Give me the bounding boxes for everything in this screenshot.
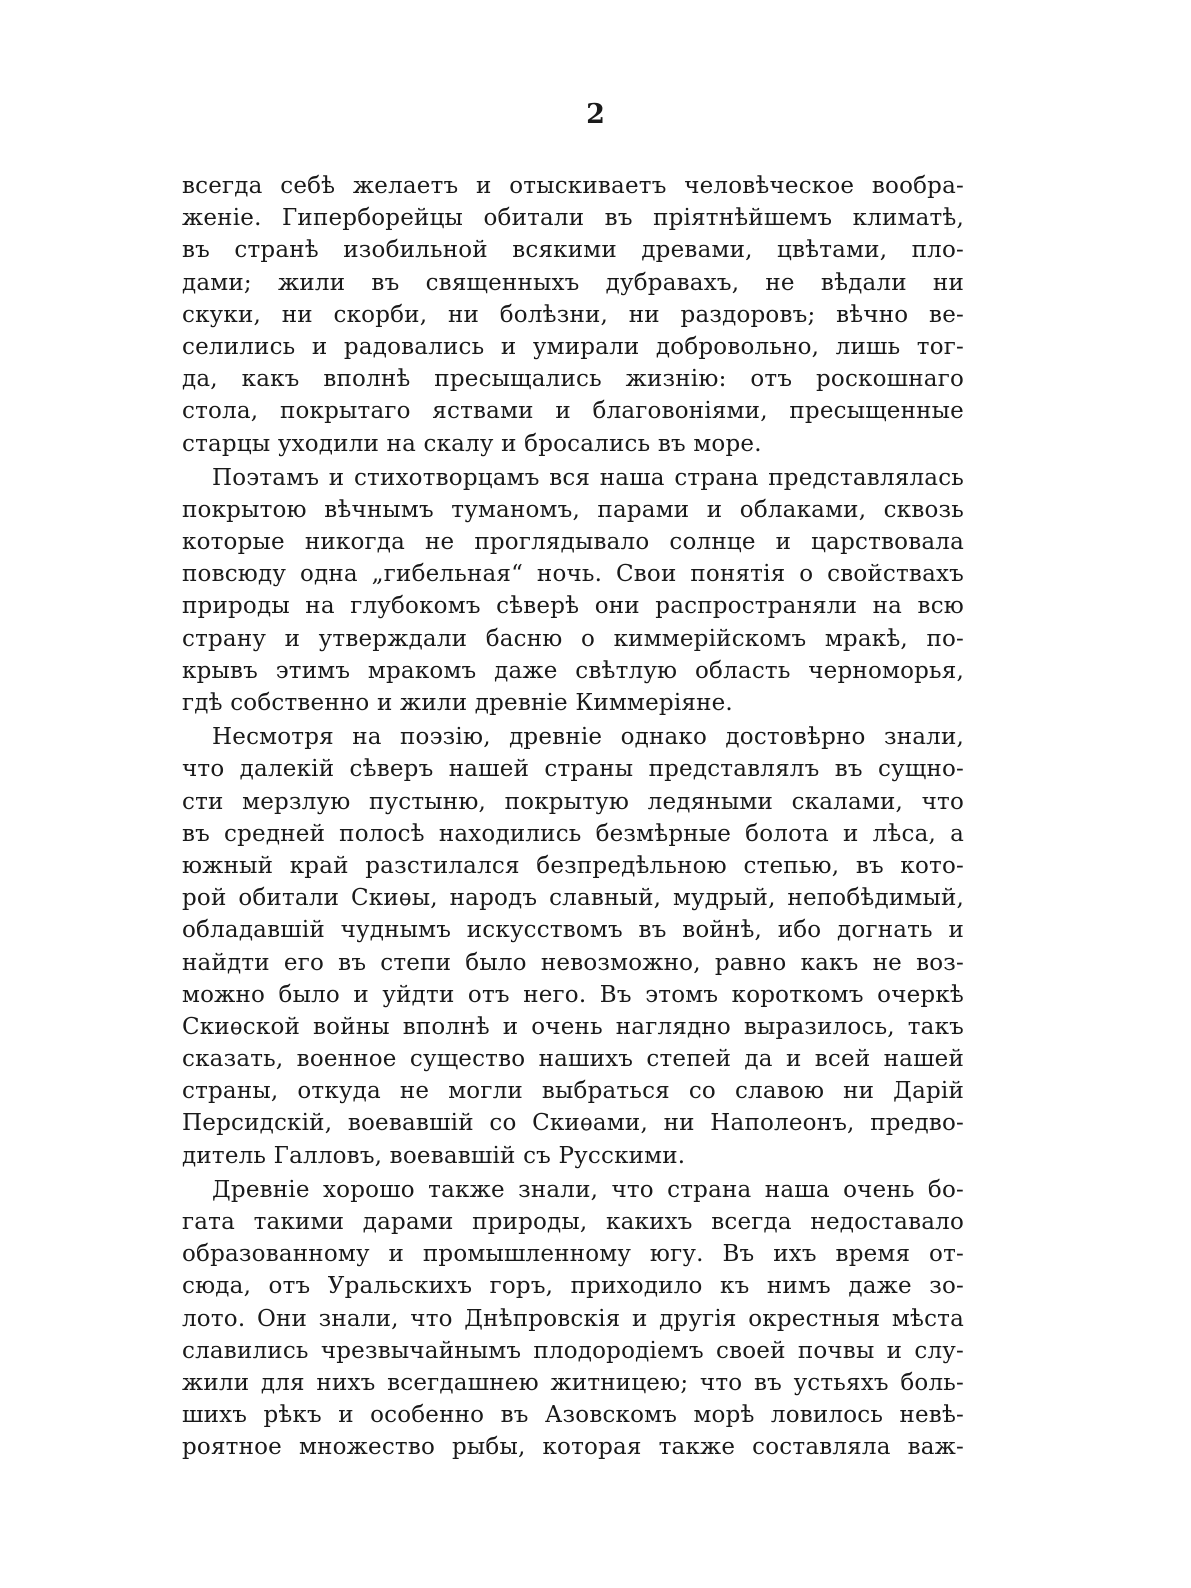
text-line: южный край разстилался безпредѣльною степью, въ кото- <box>182 852 964 879</box>
text-line: сюда, отъ Уральскихъ горъ, приходило къ нимъ даже зо- <box>182 1273 964 1300</box>
page-body <box>182 170 964 1466</box>
text-line: Скиѳской войны вполнѣ и очень наглядно выразилось, такъ <box>182 1013 964 1040</box>
page-number: 2 <box>586 99 605 130</box>
text-line: да, какъ вполнѣ пресыщались жизнію: отъ роскошнаго <box>182 366 964 393</box>
text-line: образованному и промышленному югу. Въ ихъ время от- <box>182 1241 964 1268</box>
text-line: дами; жили въ священныхъ дубравахъ, не вѣдали ни <box>182 269 964 296</box>
text-line: гдѣ собственно и жили древніе Киммеріяне. <box>182 690 733 716</box>
text-line: дитель Галловъ, воевавшій съ Русскими. <box>182 1142 686 1169</box>
text-line: Древніе хорошо также знали, что страна наша очень бо- <box>212 1176 964 1203</box>
text-line: страны, откуда не могли выбраться со славою ни Дарій <box>182 1078 964 1105</box>
paragraph <box>182 1174 964 1464</box>
paragraph <box>182 721 964 1172</box>
text-line: Персидскій, воевавшій со Скиѳами, ни Наполеонъ, предво- <box>182 1110 964 1137</box>
text-line: славились чрезвычайнымъ плодородіемъ своей почвы и слу- <box>182 1337 964 1364</box>
text-line: въ средней полосѣ находились безмѣрные болота и лѣса, а <box>182 820 964 847</box>
text-line: найдти его въ степи было невозможно, равно какъ не воз- <box>182 949 964 976</box>
text-line: Несмотря на поэзію, древніе однако достовѣрно знали, <box>212 724 964 751</box>
text-line: что далекій сѣверъ нашей страны представлялъ въ сущно- <box>182 756 964 783</box>
text-line: покрытою вѣчнымъ туманомъ, парами и облаками, сквозь <box>182 496 964 523</box>
text-line: въ странѣ изобильной всякими древами, цвѣтами, пло- <box>182 237 964 264</box>
paragraph <box>182 170 964 460</box>
text-line: страну и утверждали басню о киммерійскомъ мракѣ, по- <box>182 625 964 652</box>
text-line: стола, покрытаго яствами и благовоніями, пресыщенные <box>182 398 964 425</box>
text-line: лото. Они знали, что Днѣпровскія и другія окрестныя мѣста <box>182 1305 964 1332</box>
text-line: сти мерзлую пустыню, покрытую ледяными скалами, что <box>182 788 964 815</box>
text-line: природы на глубокомъ сѣверѣ они распространяли на всю <box>182 593 964 620</box>
text-line: жили для нихъ всегдашнею житницею; что въ устьяхъ боль- <box>182 1369 964 1396</box>
text-line: обладавшій чуднымъ искусствомъ въ войнѣ, ибо догнать и <box>182 917 964 944</box>
text-line: рой обитали Скиѳы, народъ славный, мудрый, непобѣдимый, <box>182 885 964 912</box>
text-line: старцы уходили на скалу и бросались въ море. <box>182 430 762 457</box>
text-line: скуки, ни скорби, ни болѣзни, ни раздоровъ; вѣчно ве- <box>182 301 964 328</box>
text-line: женіе. Гиперборейцы обитали въ пріятнѣйшемъ климатѣ, <box>182 205 964 232</box>
text-line: можно было и уйдти отъ него. Въ этомъ короткомъ очеркѣ <box>182 981 964 1008</box>
text-line: которые никогда не проглядывало солнце и царствовала <box>182 529 964 556</box>
text-line: шихъ рѣкъ и особенно въ Азовскомъ морѣ ловилось невѣ- <box>182 1402 964 1429</box>
paragraph <box>182 462 964 720</box>
text-line: Поэтамъ и стихотворцамъ вся наша страна представлялась <box>212 464 964 491</box>
text-line: повсюду одна „гибельная“ ночь. Свои понятія о свойствахъ <box>182 561 964 588</box>
text-line: роятное множество рыбы, которая также составляла важ- <box>182 1434 964 1461</box>
text-line: всегда себѣ желаетъ и отыскиваетъ человѣческое вообра- <box>182 173 964 199</box>
text-line: сказать, военное существо нашихъ степей да и всей нашей <box>182 1046 964 1073</box>
text-line: селились и радовались и умирали добровольно, лишь тог- <box>182 333 964 360</box>
text-line: крывъ этимъ мракомъ даже свѣтлую область черноморья, <box>182 657 964 684</box>
text-line: гата такими дарами природы, какихъ всегда недоставало <box>182 1209 964 1235</box>
